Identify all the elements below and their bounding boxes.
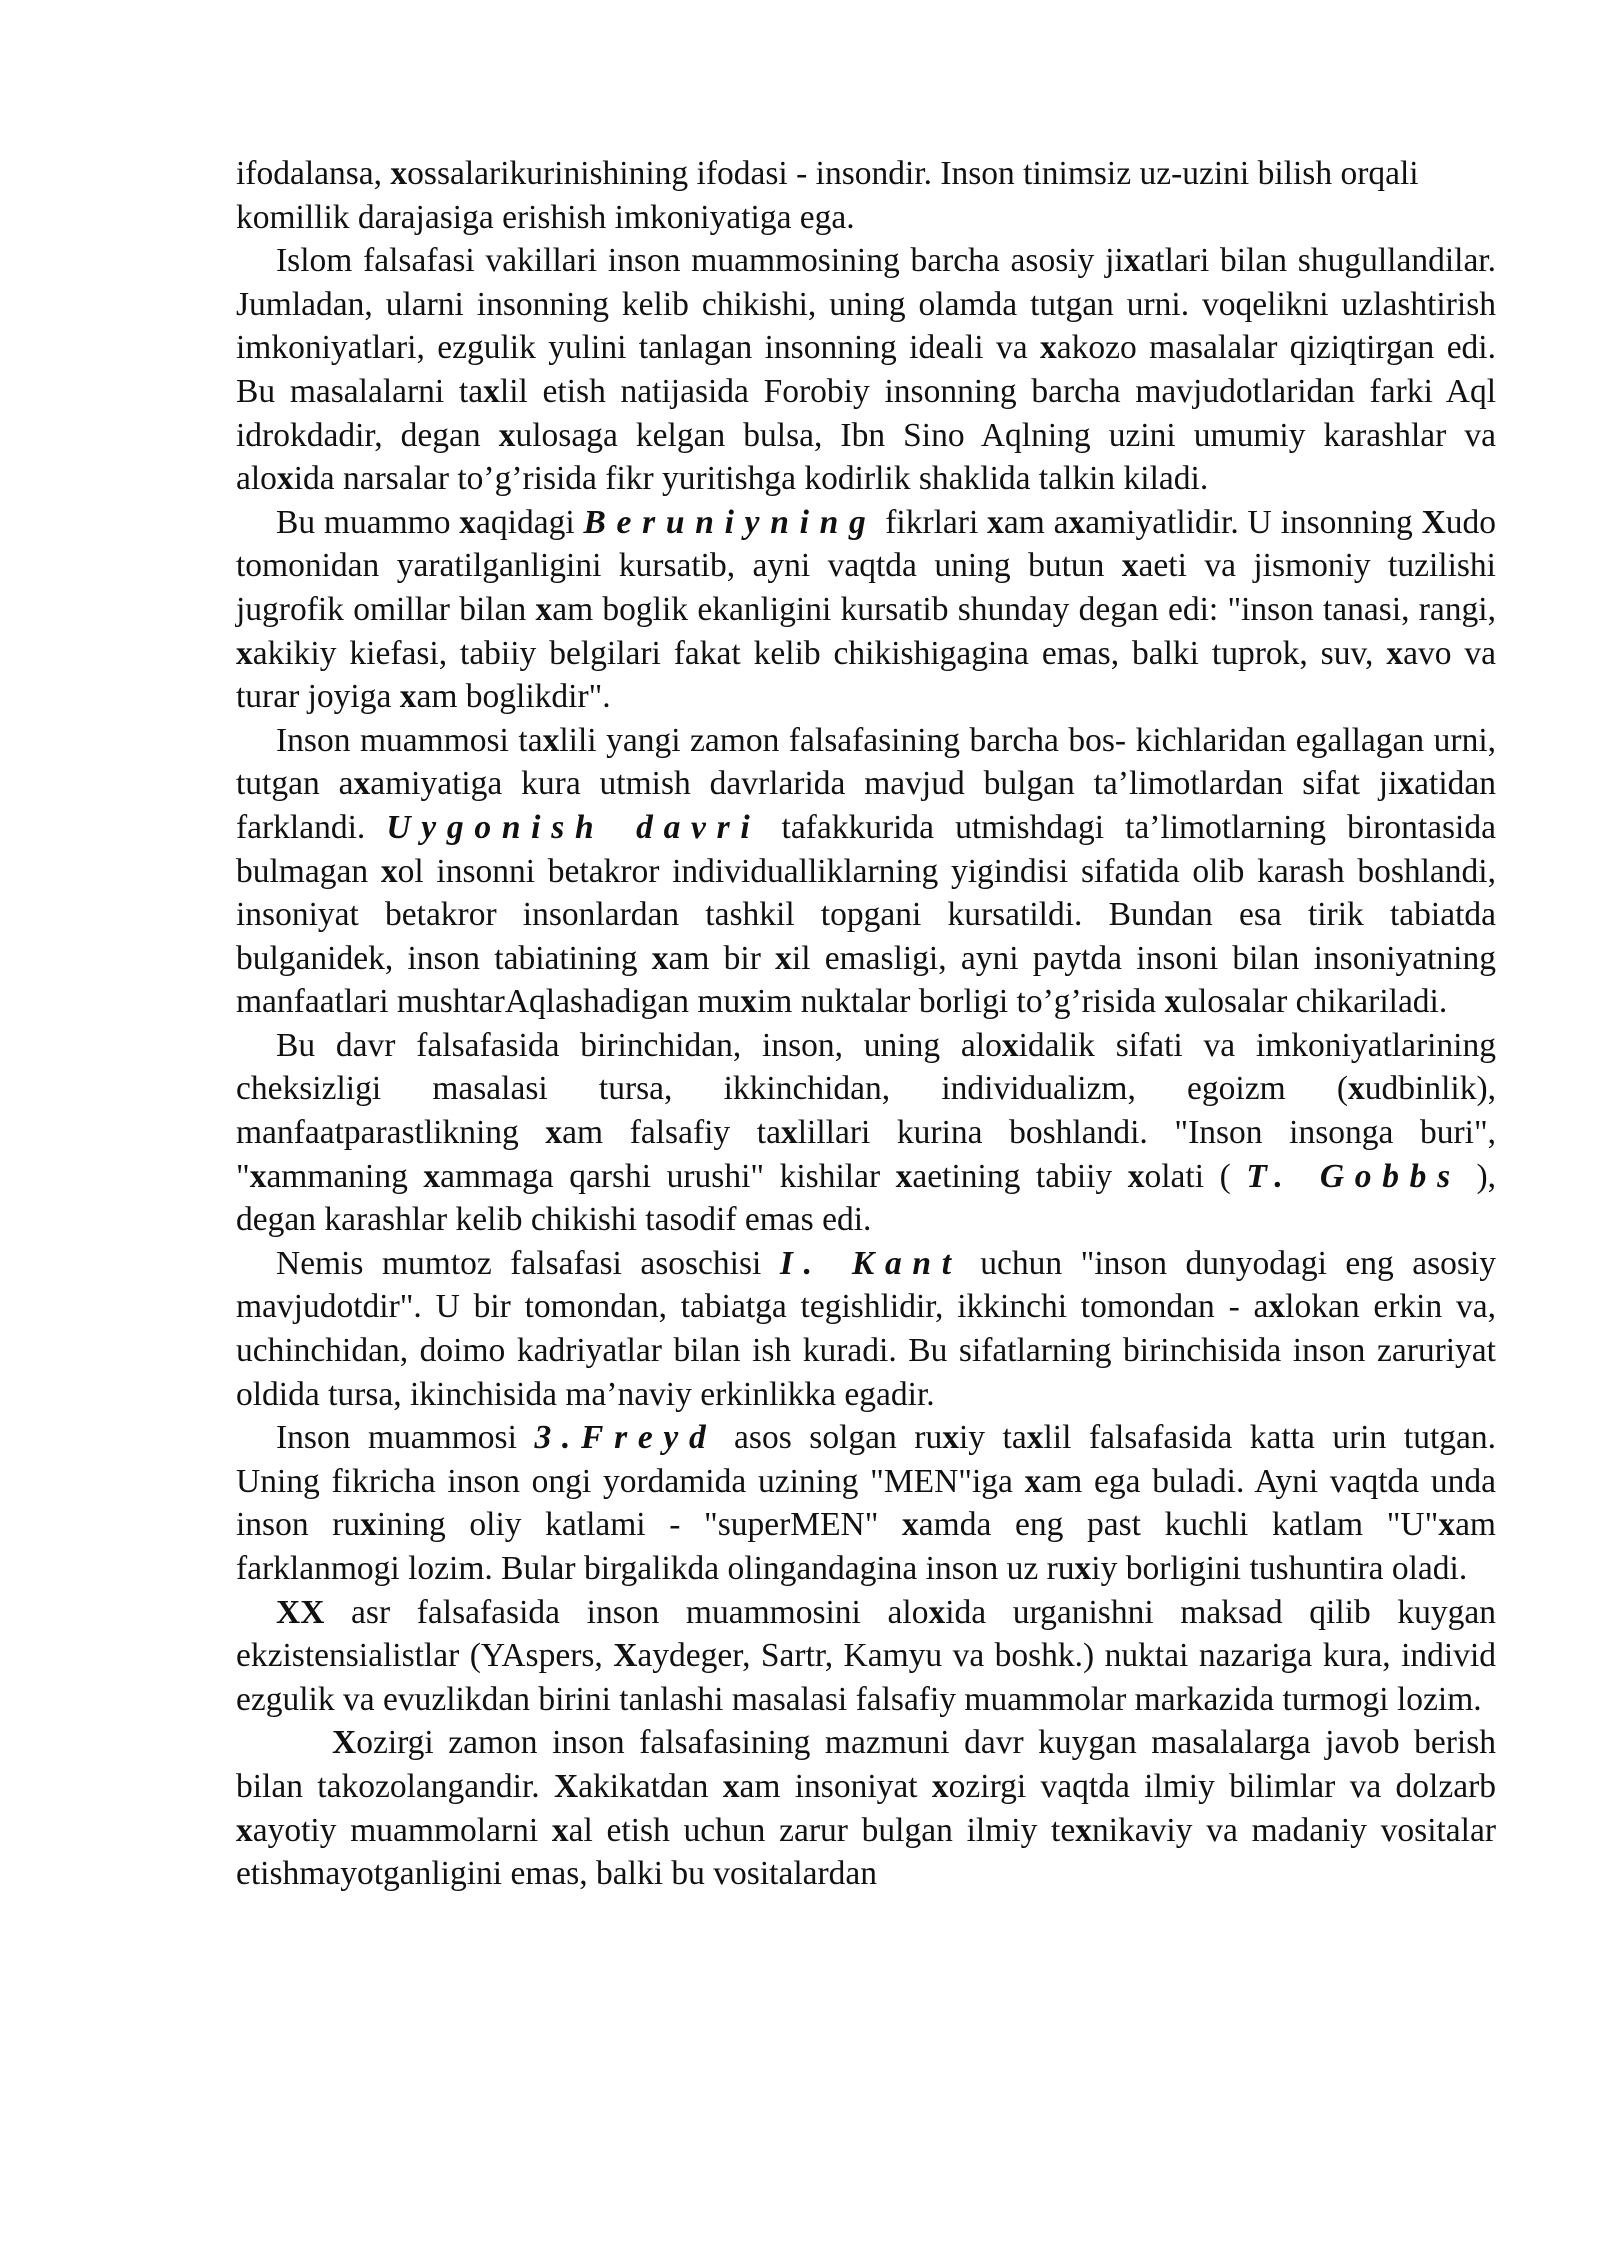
emphasized-name: 3.Freyd xyxy=(534,1419,717,1457)
text-run: Nemis mumtoz falsafasi asoschisi xyxy=(276,1244,780,1282)
text-run: aqidagi xyxy=(476,503,584,541)
bold-letter: x xyxy=(1123,242,1141,280)
bold-letter: x xyxy=(1068,503,1086,541)
text-run: am a xyxy=(1003,503,1069,541)
text-run: ozirgi zamon inson falsafasining mazmuni davr kuygan masalalarga javob berish bilan takozolangandir. xyxy=(236,1724,1496,1805)
text-run: iy borligini tushuntira oladi. xyxy=(1091,1550,1468,1587)
bold-letter: x xyxy=(535,590,553,628)
emphasized-name: I. Kant xyxy=(779,1244,962,1282)
bold-letter: x xyxy=(651,939,669,977)
text-run: nikaviy va madaniy vositalar etishmayotganligini emas, balki bu vositalardan xyxy=(236,1811,1497,1893)
body-paragraph xyxy=(236,719,1496,1024)
bold-letter: x xyxy=(931,1767,949,1805)
text-run: fikrlari xyxy=(876,503,988,541)
body-paragraph xyxy=(236,152,1496,239)
text-run: ayotiy muammolarni xyxy=(252,1811,552,1849)
text-run: ozirgi vaqtda ilmiy bilimlar va dolzarb xyxy=(948,1767,1496,1805)
text-run: am ega buladi. Ayni vaqtda unda inson ru xyxy=(236,1462,1496,1544)
bold-letter: x xyxy=(1121,547,1139,585)
text-run: Inson muammosi xyxy=(276,1419,535,1457)
text-run: tafakkurida utmishdagi ta’limotlarning birontasida bulmagan xyxy=(236,808,1496,890)
bold-letter: XX xyxy=(276,1593,325,1631)
bold-letter: x xyxy=(276,460,294,498)
bold-letter: x xyxy=(399,678,417,716)
text-run: udo tomonidan yaratilganligini kursatib, ayni vaqtda uning butun xyxy=(236,503,1497,585)
text-run: im nuktalar borligi to’g’risida xyxy=(756,983,1165,1021)
bold-letter: x xyxy=(542,721,560,759)
bold-letter: x xyxy=(722,1767,740,1805)
text-run: lili yangi zamon falsafasining barcha bos- kichlaridan egallagan urni, tutgan a xyxy=(236,721,1496,803)
bold-letter: x xyxy=(1039,329,1057,367)
text-run: ining oliy katlami - "superMEN" xyxy=(376,1506,903,1544)
bold-letter: X xyxy=(332,1724,357,1762)
bold-letter: x xyxy=(353,765,371,803)
text-run: akikiy kiefasi, tabiiy belgilari fakat kelib chikishigagina emas, balki tuprok, suv, xyxy=(252,634,1387,672)
text-run: ida narsalar to’g’risida fikr yuritishga kodirlik shaklida talkin kiladi. xyxy=(293,460,1209,498)
bold-letter: x xyxy=(498,416,516,454)
bold-letter: x xyxy=(551,1811,569,1849)
text-run: Inson muammosi ta xyxy=(276,721,543,759)
bold-letter: x xyxy=(390,155,408,192)
text-run: lil falsafasida katta urin tutgan. Uning fikricha inson ongi yordamida uzining "MEN"iga xyxy=(236,1419,1497,1500)
text-run: am bir xyxy=(668,939,776,977)
text-run: ulosaga kelgan bulsa, Ibn Sino Aqlning uzini umumiy karashlar va alo xyxy=(236,416,1496,498)
bold-letter: X xyxy=(613,1637,638,1675)
text-run: ), degan karashlar kelib chikishi tasodif emas edi. xyxy=(236,1157,1496,1239)
text-run: ammaga qarshi urushi" kishilar xyxy=(440,1157,896,1195)
body-paragraph xyxy=(236,1242,1496,1416)
text-run: akikatdan xyxy=(578,1767,723,1805)
text-run: ida urganishni maksad qilib kuygan ekzistensialistlar (YAspers, xyxy=(236,1593,1496,1675)
bold-letter: X xyxy=(1421,503,1446,541)
text-run: amda eng past kuchli katlam "U" xyxy=(918,1506,1439,1544)
bold-letter: x xyxy=(895,1157,913,1195)
text-run: ammaning xyxy=(266,1157,424,1195)
bold-letter: x xyxy=(1026,1419,1044,1457)
bold-letter: X xyxy=(553,1767,579,1805)
text-run: Bu muammo xyxy=(276,503,460,541)
body-paragraph xyxy=(236,1721,1496,1895)
body-paragraph xyxy=(236,1591,1496,1722)
bold-letter: x xyxy=(928,1593,946,1631)
bold-letter: x xyxy=(780,1114,798,1152)
bold-letter: x xyxy=(740,983,757,1021)
emphasized-name: T. Gobbs xyxy=(1246,1157,1461,1195)
bold-letter: x xyxy=(236,634,253,672)
text-run: amiyatlidir. U insonning xyxy=(1085,503,1422,541)
bold-letter: x xyxy=(1074,1550,1092,1587)
bold-letter: x xyxy=(1438,1506,1456,1544)
text-run: uchun "inson dunyodagi eng asosiy mavjudotdir". U bir tomondan, tabiatga tegishlidir, ikkinchi tomondan - a xyxy=(236,1244,1496,1326)
text-run: am boglikdir". xyxy=(416,678,611,716)
text-run: asr falsafasida inson muammosini alo xyxy=(324,1593,929,1631)
text-run: al etish uchun zarur bulgan ilmiy te xyxy=(568,1811,1076,1849)
body-paragraph xyxy=(236,239,1496,501)
bold-letter: x xyxy=(1397,765,1415,803)
body-paragraph xyxy=(236,1024,1496,1242)
text-run: lokan erkin va, uchinchidan, doimo kadriyatlar bilan ish kuradi. Bu sifatlarning birinchisida inson zaruriyat oldida tursa, ikinchisida ma’naviy erkinlikka egadir. xyxy=(236,1288,1496,1413)
bold-letter: x xyxy=(380,852,398,890)
body-paragraph xyxy=(236,1416,1496,1590)
emphasized-name: Beruniyning xyxy=(583,503,877,541)
text-run: akozo masalalar qiziqtirgan edi. Bu masalalarni ta xyxy=(236,329,1496,410)
bold-letter: x xyxy=(1075,1811,1092,1849)
text-run: amiyatiga kura utmish davrlarida mavjud bulgan ta’limotlardan sifat ji xyxy=(370,765,1398,803)
text-run: aeti va jismoniy tuzilishi jugrofik omillar bilan xyxy=(236,547,1496,628)
text-run: ulosalar chikariladi. xyxy=(1181,983,1448,1021)
text-run: atlari bilan shugullandilar. Jumladan, ularni insonning kelib chikishi, uning olamda tutgan urni. voqelikni uzlashtirish imkoniyatlari, ezgulik yulini tanlagan insonning ideali va xyxy=(236,242,1496,367)
bold-letter: x xyxy=(483,372,500,410)
text-run: Islom falsafasi vakillari inson muammosining barcha asosiy ji xyxy=(276,242,1124,280)
text-run: am insoniyat xyxy=(739,1767,932,1805)
bold-letter: x xyxy=(1268,1288,1286,1326)
text-run: udbinlik), manfaatparastlikning xyxy=(236,1070,1496,1152)
text-run: aetining tabiiy xyxy=(912,1157,1128,1195)
bold-letter: x xyxy=(775,939,792,977)
text-run: olati ( xyxy=(1144,1157,1247,1195)
text-run: idalik sifati va imkoniyatlarining cheksizligi masalasi tursa, ikkinchidan, individualizm, egoizm ( xyxy=(236,1026,1496,1108)
bold-letter: x xyxy=(1024,1462,1042,1500)
bold-letter: x xyxy=(423,1157,441,1195)
text-run: am falsafiy ta xyxy=(562,1114,781,1152)
document-page xyxy=(236,152,1496,1896)
text-run: ifodalansa, xyxy=(236,155,391,192)
bold-letter: x xyxy=(545,1114,563,1152)
text-run: atidan farklandi. xyxy=(236,765,1496,846)
emphasized-name: Uygonish davri xyxy=(386,808,761,846)
text-run: il emasligi, ayni paytda insoni bilan insoniyatning manfaatlari mushtarAqlashadigan mu xyxy=(236,939,1496,1021)
text-run: avo va turar joyiga xyxy=(236,634,1496,716)
bold-letter: x xyxy=(1164,983,1182,1021)
body-paragraph xyxy=(236,501,1496,719)
text-run: ol insonni betakror individualliklarning yigindisi sifatida olib karash boshlandi, insoniyat betakror insonlardan tashkil topgani kursatildi. Bundan esa tirik tabiatda bulganidek, inson tabiatining xyxy=(236,852,1496,977)
bold-letter: x xyxy=(459,503,477,541)
bold-letter: x xyxy=(942,1419,959,1457)
text-run: am farklanmogi lozim. Bular birgalikda olingandagina inson uz ru xyxy=(236,1506,1496,1587)
bold-letter: x xyxy=(1001,1026,1019,1064)
bold-letter: x xyxy=(1127,1157,1145,1195)
text-run: Bu davr falsafasida birinchidan, inson, uning alo xyxy=(276,1026,1002,1064)
text-run: lillari kurina boshlandi. "Inson insonga buri", " xyxy=(236,1114,1496,1195)
bold-letter: x xyxy=(987,503,1004,541)
text-run: asos solgan ru xyxy=(716,1419,943,1457)
bold-letter: x xyxy=(360,1506,377,1544)
bold-letter: x xyxy=(1386,634,1404,672)
bold-letter: x xyxy=(902,1506,919,1544)
text-run: aydeger, Sartr, Kamyu va boshk.) nuktai nazariga kura, individ ezgulik va evuzlikdan birini tanlashi masalasi falsafiy muammolar markazida turmogi lozim. xyxy=(236,1637,1496,1718)
bold-letter: x xyxy=(236,1811,253,1849)
text-run: iy ta xyxy=(958,1419,1027,1457)
text-run: ossalarikurinishining ifodasi - insondir. Inson tinimsiz uz-uzini bilish orqali komillik darajasiga erishish imkoniyatiga ega. xyxy=(236,155,1419,236)
text-run: am boglik ekanligini kursatib shunday degan edi: "inson tanasi, rangi, xyxy=(552,590,1496,628)
bold-letter: x xyxy=(1348,1070,1365,1108)
text-run: lil etish natijasida Forobiy insonning barcha mavjudotlaridan farki Aql idrokdadir, degan xyxy=(236,372,1497,454)
bold-letter: x xyxy=(249,1157,267,1195)
